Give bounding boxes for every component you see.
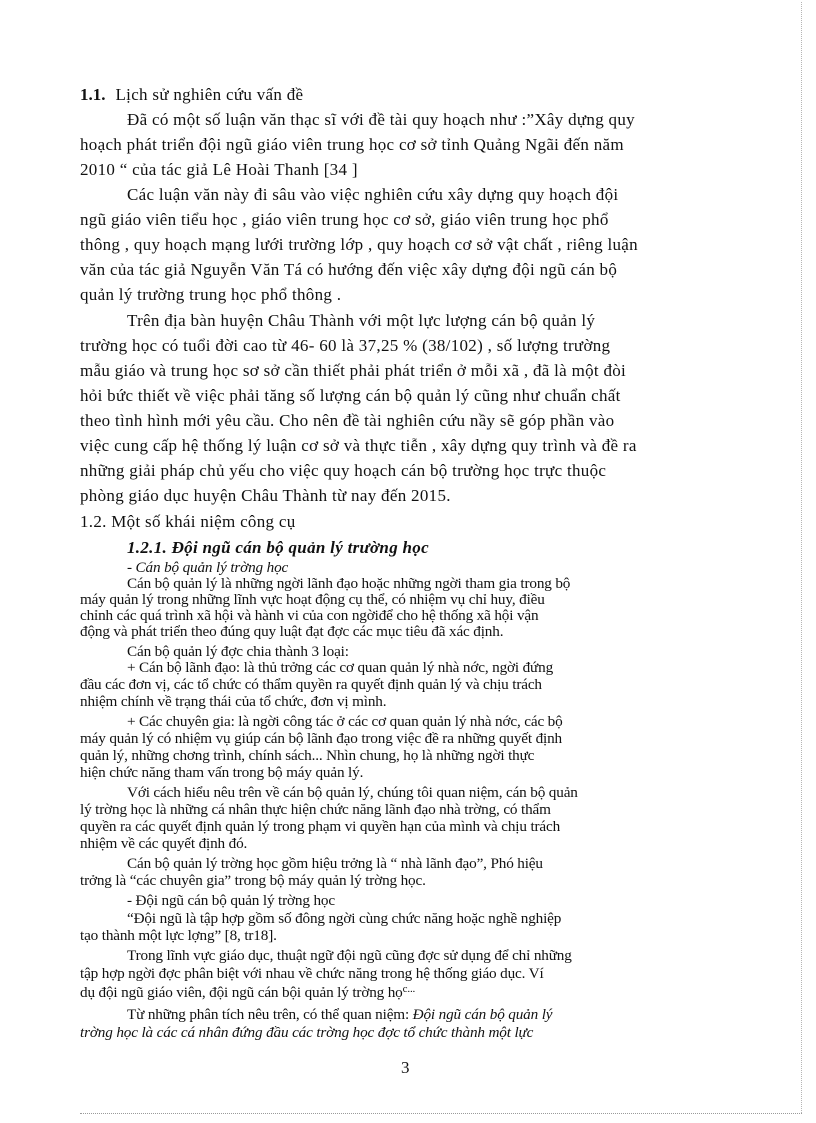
paragraph-line: nhiệm chính về trạng thái của tổ chức, đơn vị mình. (80, 693, 387, 710)
paragraph-line: máy quản lý có nhiệm vụ giúp cán bộ lãnh đạo trong việc đề ra những quyết định (80, 730, 562, 747)
paragraph-line: Đã có một số luận văn thạc sĩ với đề tài quy hoạch như :”Xây dựng quy (127, 110, 635, 129)
sub-label: - Cán bộ quản lý trờng học (127, 559, 289, 576)
paragraph-line: ngũ giáo viên tiểu học , giáo viên trung học cơ sở, giáo viên trung học phổ (80, 210, 609, 229)
paragraph-text-superscript: c... (402, 983, 416, 995)
section-number: 1.1. (80, 85, 106, 104)
paragraph-line: máy quản lý trong những lĩnh vực hoạt động cụ thể, có nhiệm vụ chỉ huy, điều (80, 591, 545, 608)
paragraph-line: hoạch phát triển đội ngũ giáo viên trung học cơ sở tỉnh Quảng Ngãi đến năm (80, 135, 624, 154)
section-title: Lịch sử nghiên cứu vấn đề (115, 85, 304, 104)
paragraph-line: những giải pháp chủ yếu cho việc quy hoạch cán bộ trường học trực thuộc (80, 461, 607, 480)
paragraph-line: trờng học là các cá nhân đứng đầu các trờng học đợc tổ chức thành một lực (80, 1024, 534, 1041)
paragraph-line: hiện chức năng tham vấn trong bộ máy quản lý. (80, 764, 364, 781)
paragraph-line: động và phát triển theo đúng quy luật đạt đợc các mục tiêu đã xác định. (80, 623, 504, 640)
paragraph-line: Cán bộ quản lý là những ngời lãnh đạo hoặc những ngời tham gia trong bộ (127, 575, 571, 592)
paragraph-line: 2010 “ của tác giả Lê Hoài Thanh [34 ] (80, 160, 358, 179)
page-edge-bottom (80, 1113, 802, 1114)
paragraph-line: tập hợp ngời đợc phân biệt với nhau về chức năng trong hệ thống giáo dục. Ví (80, 965, 544, 982)
paragraph-line: quyền ra các quyết định quản lý trong phạm vi quyền hạn của mình và chịu trách (80, 818, 561, 835)
page-edge-right (801, 2, 802, 1113)
paragraph-line: + Cán bộ lãnh đạo: là thủ trởng các cơ quan quản lý nhà nớc, ngời đứng (127, 659, 554, 676)
paragraph-line (127, 1007, 552, 1022)
paragraph-line: trường học có tuổi đời cao từ 46- 60 là 37,25 % (38/102) , số lượng trường (80, 336, 611, 355)
paragraph-line: “Đội ngũ là tập hợp gồm số đông ngời cùng chức năng hoặc nghề nghiệp (127, 910, 562, 927)
paragraph-text: dụ đội ngũ giáo viên, đội ngũ cán bội quản lý trờng họ (80, 984, 403, 1001)
paragraph-line: nhiệm về các quyết định đó. (80, 835, 248, 852)
paragraph-line: tạo thành một lực lợng” [8, tr18]. (80, 927, 277, 944)
paragraph-text: Từ những phân tích nêu trên, có thể quan niệm: (127, 1006, 413, 1023)
paragraph-line: Với cách hiểu nêu trên về cán bộ quản lý, chúng tôi quan niệm, cán bộ quản (127, 784, 578, 801)
paragraph-line: thông , quy hoạch mạng lưới trường lớp , quy hoạch cơ sở vật chất , riêng luận (80, 235, 638, 254)
paragraph-line: việc cung cấp hệ thống lý luận cơ sở và thực tiễn , xây dựng quy trình và đề ra (80, 436, 637, 455)
paragraph-line (80, 985, 415, 1000)
paragraph-line: Các luận văn này đi sâu vào việc nghiên cứu xây dựng quy hoạch đội (127, 185, 619, 204)
paragraph-line: đầu các đơn vị, các tổ chức có thẩm quyền ra quyết định quản lý và chịu trách (80, 676, 542, 693)
paragraph-line: văn của tác giả Nguyễn Văn Tá có hướng đến việc xây dựng đội ngũ cán bộ (80, 260, 618, 279)
paragraph-line: theo tình hình mới yêu cầu. Cho nên đề tài nghiên cứu nầy sẽ góp phần vào (80, 411, 615, 430)
sub-label: - Đội ngũ cán bộ quản lý trờng học (127, 892, 335, 909)
section-heading-1-2: 1.2. Một số khái niệm công cụ (80, 512, 296, 531)
paragraph-line: Cán bộ quản lý đợc chia thành 3 loại: (127, 643, 349, 660)
paragraph-line: trởng là “các chuyên gia” trong bộ máy quản lý trờng học. (80, 872, 426, 889)
paragraph-text-italic: Đội ngũ cán bộ quản lý (412, 1006, 553, 1023)
paragraph-line: mẫu giáo và trung học sơ sở cần thiết phải phát triển ở mỗi xã , đã là một đòi (80, 361, 627, 380)
paragraph-line: chỉnh các quá trình xã hội và hành vi của con ngờiđể cho hệ thống xã hội vận (80, 607, 539, 624)
section-heading-1-1 (80, 86, 303, 104)
paragraph-line: + Các chuyên gia: là ngời công tác ở các cơ quan quản lý nhà nớc, các bộ (127, 713, 563, 730)
page-number: 3 (401, 1058, 410, 1077)
paragraph-line: quản lý, những chơng trình, chính sách... Nhìn chung, họ là những ngời thực (80, 747, 535, 764)
paragraph-line: quản lý trường trung học phổ thông . (80, 285, 342, 304)
paragraph-line: lý trờng học là những cá nhân thực hiện chức năng lãnh đạo nhà trờng, có thẩm (80, 801, 551, 818)
paragraph-line: Trên địa bàn huyện Châu Thành với một lực lượng cán bộ quản lý (127, 311, 596, 330)
paragraph-line: phòng giáo dục huyện Châu Thành từ nay đến 2015. (80, 486, 451, 505)
paragraph-line: Cán bộ quản lý trờng học gồm hiệu trởng là “ nhà lãnh đạo”, Phó hiệu (127, 855, 543, 872)
section-heading-1-2-1: 1.2.1. Đội ngũ cán bộ quản lý trường học (127, 538, 429, 557)
paragraph-line: hỏi bức thiết về việc phải tăng số lượng cán bộ quản lý cũng như chuẩn chất (80, 386, 621, 405)
paragraph-line: Trong lĩnh vực giáo dục, thuật ngữ đội ngũ cũng đợc sử dụng để chỉ những (127, 947, 572, 964)
